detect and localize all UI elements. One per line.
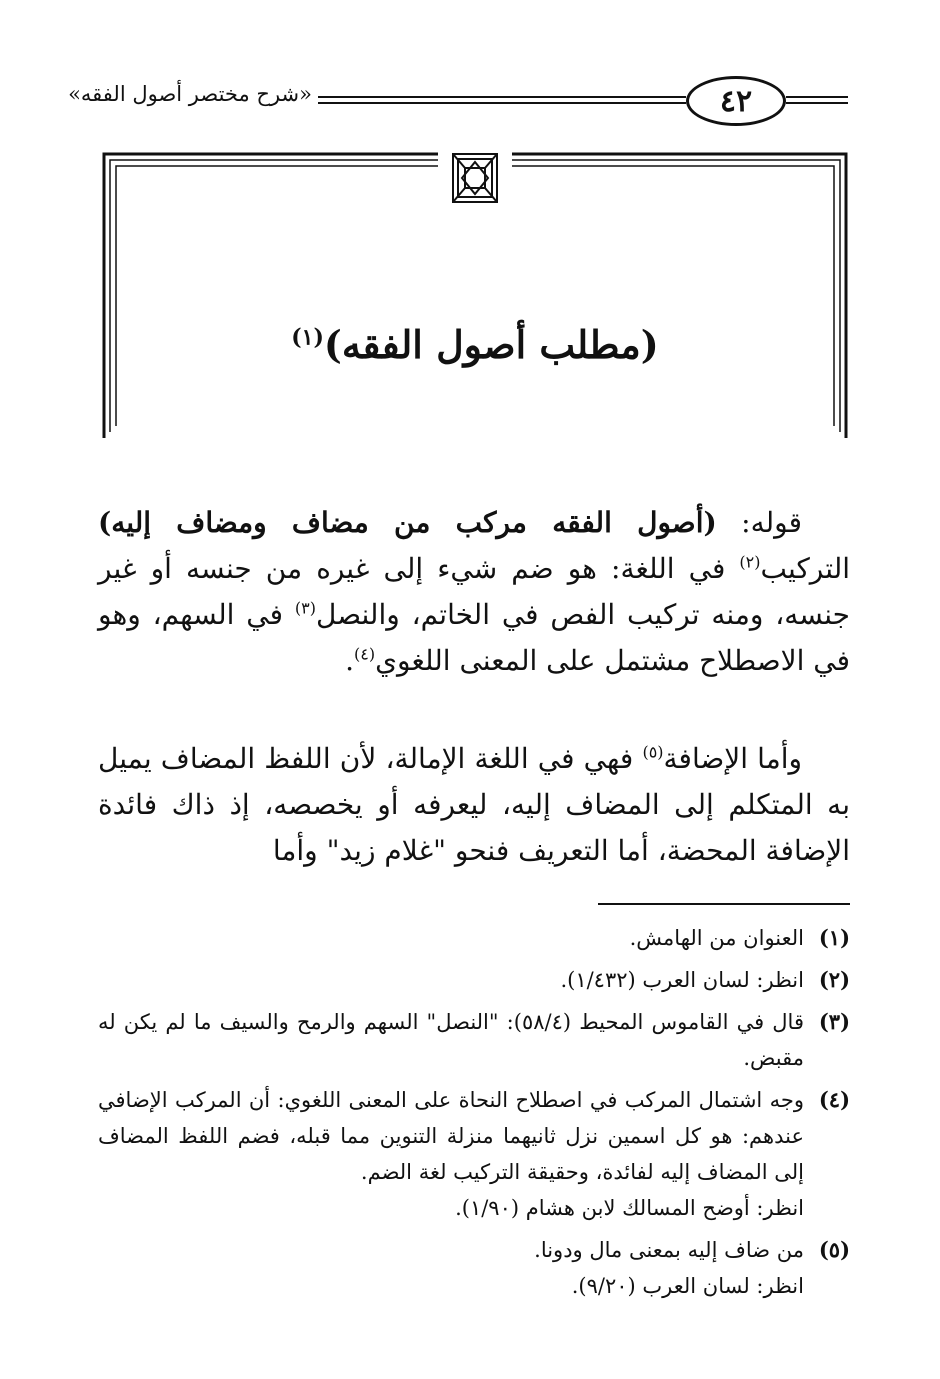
footnote-line: انظر: لسان العرب (٩/٢٠). — [571, 1274, 804, 1298]
star-ornament-icon — [453, 154, 497, 202]
p1-lead: قوله: — [716, 506, 802, 539]
footnote-text — [98, 962, 804, 998]
footnote-item — [98, 962, 850, 998]
footnote-item — [98, 1232, 850, 1304]
frame-border-icon — [100, 146, 850, 446]
footnote-line: انظر: لسان العرب (١/٤٣٢). — [560, 968, 804, 992]
chapter-footnote-mark: (١) — [291, 324, 324, 351]
footnote-number: (٥) — [818, 1237, 850, 1262]
footnote-text — [98, 920, 804, 956]
p2-text-2: فهي في اللغة الإمالة، لأن اللفظ المضاف يميل به المتكلم إلى المضاف إليه، ليعرفه أو يخصصه، إذ ذاك فائدة الإضافة المحضة، أما التعريف فنحو "غلام زيد" وأما — [98, 742, 850, 867]
footnote-line: قال في القاموس المحيط (٥٨/٤): "النصل" السهم والرمح والسيف ما لم يكن له مقبض. — [98, 1010, 804, 1070]
p2-text-1: وأما الإضافة — [663, 742, 802, 775]
footnote-number: (٣) — [818, 1009, 850, 1034]
p1-footnote-mark-3: (٣) — [294, 598, 316, 618]
p1-text-3: في السهم، وهو في الاصطلاح مشتمل على المعنى اللغوي — [98, 598, 850, 677]
footnote-item — [98, 1082, 850, 1226]
paragraph-2 — [98, 736, 850, 874]
title-frame — [100, 146, 850, 446]
footnote-line: العنوان من الهامش. — [629, 926, 804, 950]
footnote-item — [98, 920, 850, 956]
p1-text-1: التركيب — [760, 552, 850, 585]
footnote-number: (٢) — [818, 967, 850, 992]
footnote-text — [98, 1232, 804, 1304]
footnote-text — [98, 1082, 804, 1226]
p2-footnote-mark-5: (٥) — [642, 742, 664, 762]
p1-quoted-text: (أصول الفقه مركب من مضاف ومضاف إليه) — [98, 506, 717, 539]
footnotes — [98, 920, 850, 1310]
p1-text-2: في اللغة: هو ضم شيء إلى غيره من جنسه أو غير جنسه، ومنه تركيب الفص في الخاتم، والنصل — [98, 552, 850, 631]
chapter-title — [100, 322, 850, 367]
footnote-line: من ضاف إليه بمعنى مال ودونا. — [534, 1238, 804, 1262]
footnote-separator — [598, 903, 850, 905]
footnote-line: وجه اشتمال المركب في اصطلاح النحاة على المعنى اللغوي: أن المركب الإضافي عندهم: هو كل اسمين نزل ثانيهما منزلة التنوين مما قبله، فضم اللفظ المضاف إلى المضاف إليه لفائدة، وحقيقة التركيب لغة الضم. — [98, 1088, 804, 1184]
p1-text-4: . — [345, 644, 354, 677]
p1-footnote-mark-2: (٢) — [739, 552, 761, 572]
page-number: ٤٢ — [686, 76, 786, 126]
footnote-number: (٤) — [818, 1087, 850, 1112]
footnote-number: (١) — [818, 925, 850, 950]
footnote-text — [98, 1004, 804, 1076]
running-title: «شرح مختصر أصول الفقه» — [68, 82, 312, 106]
paragraph-1 — [98, 500, 850, 684]
chapter-title-text: (مطلب أصول الفقه) — [323, 322, 659, 367]
footnote-line: انظر: أوضح المسالك لابن هشام (١/٩٠). — [455, 1196, 804, 1220]
p1-footnote-mark-4: (٤) — [354, 644, 376, 664]
footnote-item — [98, 1004, 850, 1076]
